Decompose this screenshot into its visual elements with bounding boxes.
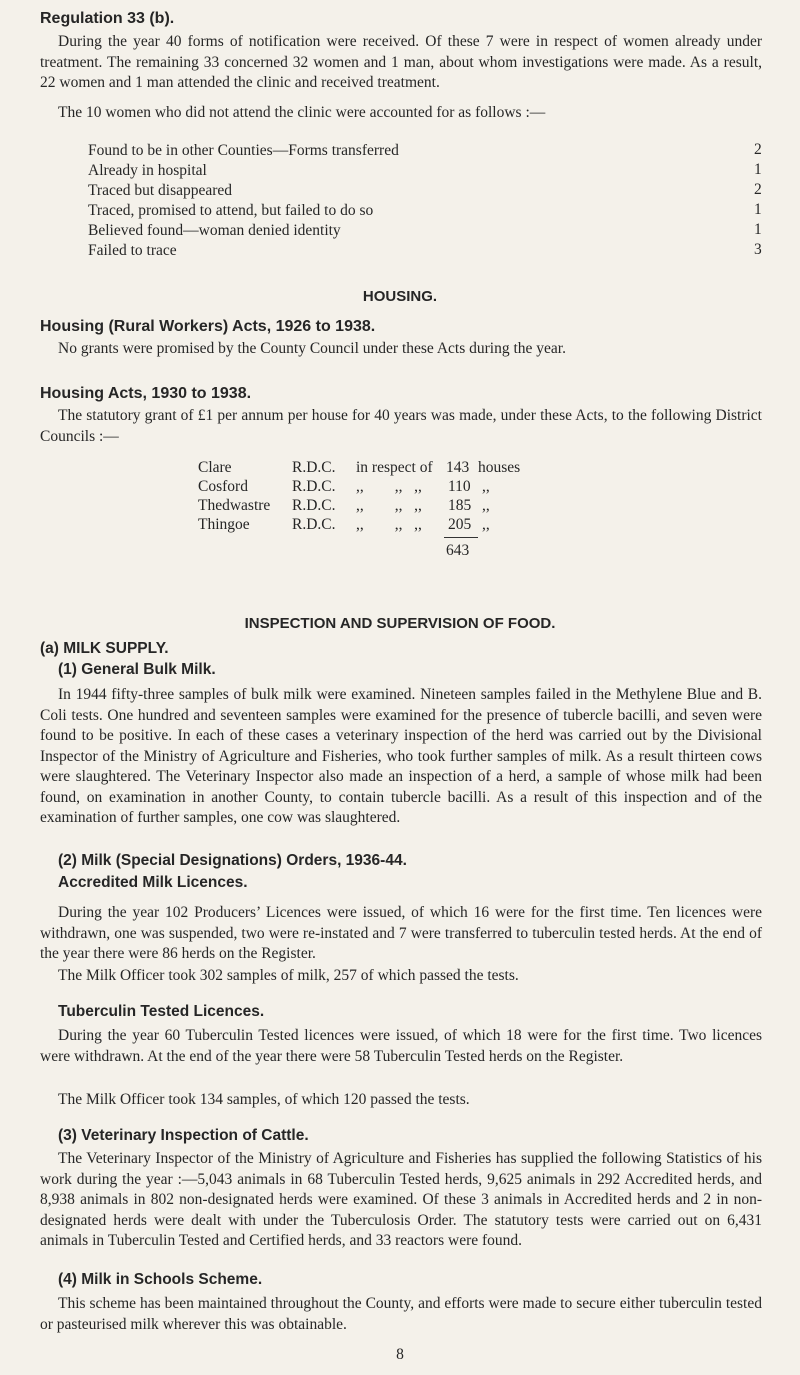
housing-acts-heading: Housing Acts, 1930 to 1938. — [40, 385, 252, 402]
housing-rural-text: No grants were promised by the County Council under these Acts during the year. — [58, 340, 566, 357]
accredited-licences-heading: Accredited Milk Licences. — [58, 874, 248, 891]
total-rule — [444, 537, 478, 538]
milk-in-schools-paragraph — [40, 1294, 762, 1335]
regulation-text: During the year 40 forms of notification were received. Of these 7 were in respect of women already under treatment. The remaining 33 concerned 32 women and 1 man, about whom investigations were made. As a result, 22 women and 1 man attended the clinic and received treatment. — [40, 33, 762, 91]
council-name: Cosford — [198, 478, 248, 495]
list-item: Already in hospital — [88, 162, 207, 179]
regulation-paragraph — [40, 32, 762, 94]
council-mid: ,, ,, ,, — [356, 516, 422, 533]
council-name: Clare — [198, 459, 232, 476]
housing-acts-paragraph — [40, 406, 762, 447]
tuberculin-licences-heading: Tuberculin Tested Licences. — [58, 1003, 265, 1020]
council-count: 205 — [448, 516, 472, 533]
tuberculin-samples-text: The Milk Officer took 134 samples, of which 120 passed the tests. — [58, 1091, 470, 1108]
accredited-text: During the year 102 Producers’ Licences were issued, of which 16 were for the first time. Ten licences were withdrawn, one was suspended, two were re-instated and 7 were transferred to tuberculin tested herds. At the end of the year there were 86 herds on the Register. — [40, 904, 762, 962]
council-type: R.D.C. — [292, 459, 336, 476]
housing-acts-text: The statutory grant of £1 per annum per house for 40 years was made, under these Acts, to the following District Councils :— — [40, 407, 762, 445]
bulk-milk-text: In 1944 fifty-three samples of bulk milk were examined. Nineteen samples failed in the Methylene Blue and B. Coli tests. One hundred and seventeen samples were examined for the presence of tubercle bacilli, and seven were found to be positive. In each of these cases a veterinary inspection of the herd was carried out by the Divisional Inspector of the Ministry of Agriculture and Fisheries, who took further samples of milk. As a result thirteen cows were slaughtered. The Veterinary Inspector also made an inspection of a herd, a sample of whose milk had been found, on examination in another County, to contain tubercle bacilli. As a result of this inspection and of the examination of further samples, one cow was slaughtered. — [40, 686, 762, 826]
council-count: 143 — [446, 459, 470, 476]
special-designations-heading: (2) Milk (Special Designations) Orders, 1936-44. — [58, 852, 407, 869]
council-mid: ,, ,, ,, — [356, 497, 422, 514]
council-unit: ,, — [482, 497, 490, 514]
council-mid: in respect of — [356, 459, 433, 476]
list-item-value: 2 — [754, 141, 762, 158]
council-unit: ,, — [482, 516, 490, 533]
milk-in-schools-heading: (4) Milk in Schools Scheme. — [58, 1271, 263, 1288]
veterinary-text: The Veterinary Inspector of the Ministry of Agriculture and Fisheries has supplied the following Statistics of his work during the year :—5,043 animals in 68 Tuberculin Tested herds, 9,625 animals in 292 Accredited herds, and 8,938 animals in 802 non-designated herds were examined. Of these 3 animals in Accredited herds and 2 in non-designated herds were dealt with under the Tuberculosis Order. The statutory tests were carried out on 6,431 animals in Tuberculin Tested and Certified herds, and 33 reactors were found. — [40, 1150, 762, 1249]
tuberculin-text: During the year 60 Tuberculin Tested licences were issued, of which 18 were for the first time. Two licences were withdrawn. At the end of the year there were 58 Tuberculin Tested herds on the Register. — [40, 1027, 762, 1065]
council-count: 185 — [448, 497, 472, 514]
council-type: R.D.C. — [292, 497, 336, 514]
council-type: R.D.C. — [292, 516, 336, 533]
page-number: 8 — [396, 1346, 404, 1363]
milk-in-schools-text: This scheme has been maintained throughout the County, and efforts were made to secure either tuberculin tested or pasteurised milk wherever this was obtainable. — [40, 1295, 762, 1333]
accounted-intro: The 10 women who did not attend the clinic were accounted for as follows :— — [58, 104, 546, 121]
general-bulk-milk-heading: (1) General Bulk Milk. — [58, 661, 216, 678]
list-item-value: 1 — [754, 201, 762, 218]
council-type: R.D.C. — [292, 478, 336, 495]
accredited-paragraph — [40, 903, 762, 965]
regulation-heading: Regulation 33 (b). — [40, 10, 175, 27]
council-unit: houses — [478, 459, 521, 476]
list-item: Failed to trace — [88, 242, 177, 259]
accredited-samples-text: The Milk Officer took 302 samples of milk, 257 of which passed the tests. — [58, 967, 519, 984]
housing-title: HOUSING. — [362, 288, 438, 305]
council-count: 110 — [448, 478, 471, 495]
list-item: Traced, promised to attend, but failed to do so — [88, 202, 374, 219]
veterinary-paragraph — [40, 1149, 762, 1252]
food-title: INSPECTION AND SUPERVISION OF FOOD. — [244, 615, 556, 632]
list-item: Traced but disappeared — [88, 182, 233, 199]
list-item-value: 3 — [754, 241, 762, 258]
council-total: 643 — [446, 542, 470, 559]
council-name: Thedwastre — [198, 497, 271, 514]
council-mid: ,, ,, ,, — [356, 478, 422, 495]
council-unit: ,, — [482, 478, 490, 495]
milk-supply-heading: (a) MILK SUPPLY. — [40, 640, 169, 657]
council-name: Thingoe — [198, 516, 250, 533]
list-item-value: 1 — [754, 221, 762, 238]
tuberculin-paragraph — [40, 1026, 762, 1067]
list-item: Found to be in other Counties—Forms transferred — [88, 142, 399, 159]
list-item: Believed found—woman denied identity — [88, 222, 341, 239]
housing-rural-heading: Housing (Rural Workers) Acts, 1926 to 1938. — [40, 318, 376, 335]
veterinary-inspection-heading: (3) Veterinary Inspection of Cattle. — [58, 1127, 309, 1144]
list-item-value: 1 — [754, 161, 762, 178]
bulk-milk-paragraph — [40, 685, 762, 829]
list-item-value: 2 — [754, 181, 762, 198]
